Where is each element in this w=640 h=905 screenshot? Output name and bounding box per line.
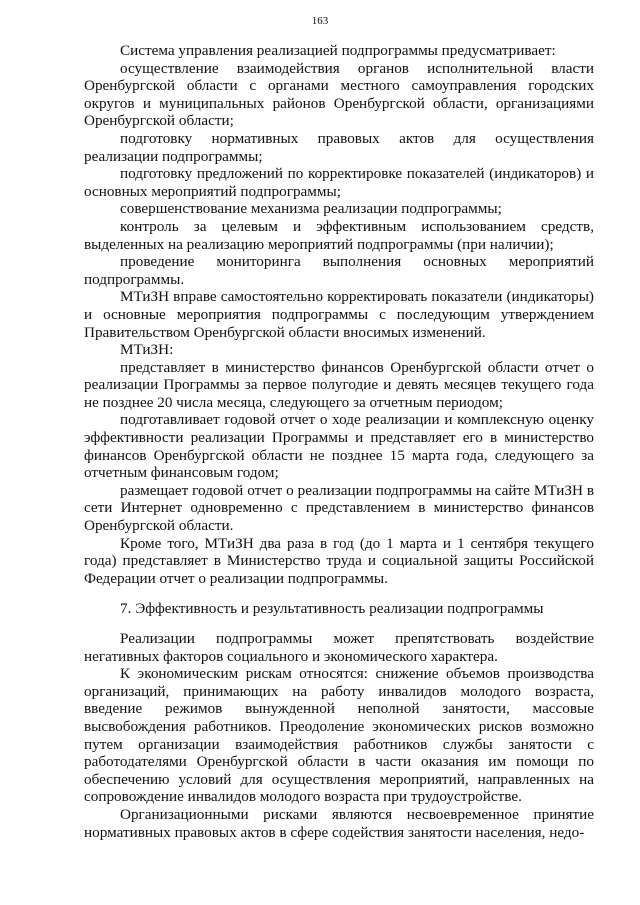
paragraph-list-item: подготавливает годовой отчет о ходе реализации и комплексную оценку эффективности реализации Программы и представляет его в министерство финансов Оренбургской области не позднее 15 марта года, следующего за отчетным финансовым годом; <box>84 411 594 482</box>
paragraph-list-item: осуществление взаимодействия органов исполнительной власти Оренбургской области с органами местного самоуправления городских округов и муниципальных районов Оренбургской области, организациями Оренбургской области; <box>84 59 594 130</box>
document-body <box>84 42 594 841</box>
paragraph-body: МТиЗН вправе самостоятельно корректировать показатели (индикаторы) и основные мероприятия подпрограммы с последующим утверждением Правительством Оренбургской области вносимых изменений. <box>84 288 594 341</box>
paragraph-list-item: проведение мониторинга выполнения основных мероприятий подпрограммы. <box>84 253 594 288</box>
paragraph-list-item: совершенствование механизма реализации подпрограммы; <box>120 200 502 218</box>
paragraph-list-item: размещает годовой отчет о реализации подпрограммы на сайте МТиЗН в сети Интернет одновременно с представлением в министерство финансов Оренбургской области. <box>84 481 594 535</box>
paragraph-list-item: подготовку предложений по корректировке показателей (индикаторов) и основных мероприятий подпрограммы; <box>84 165 594 200</box>
paragraph-subheading: МТиЗН: <box>120 341 174 359</box>
paragraph-body: Кроме того, МТиЗН два раза в год (до 1 марта и 1 сентября текущего года) представляет в Министерство труда и социальной защиты Российской Федерации отчет о реализации подпрограммы. <box>84 534 594 587</box>
paragraph-body: К экономическим рискам относятся: снижение объемов производства организаций, принимающих на работу инвалидов молодого возраста, введение режимов вынужденной неполной занятости, массовые высвобождения работников. Преодоление экономических рисков возможно путем организации взаимодействия работников службы занятости с работодателями Оренбургской области в части оказания им помощи по обеспечению условий для осуществления мероприятий, направленных на сопровождение инвалидов молодого возраста при трудоустройстве. <box>84 665 594 806</box>
paragraph-intro: Система управления реализацией подпрограммы предусматривает: <box>120 42 556 59</box>
paragraph-list-item: представляет в министерство финансов Оренбургской области отчет о реализации Программы за первое полугодие и девять месяцев текущего года не позднее 20 числа месяца, следующего за отчетным периодом; <box>84 358 594 411</box>
paragraph-body: Реализации подпрограммы может препятствовать воздействие негативных факторов социального и экономического характера. <box>84 630 594 665</box>
section-heading: 7. Эффективность и результативность реализации подпрограммы <box>120 600 544 618</box>
paragraph-list-item: подготовку нормативных правовых актов для осуществления реализации подпрограммы; <box>84 129 594 165</box>
paragraph-body: Организационными рисками являются несвоевременное принятие нормативных правовых актов в сфере содействия занятости населения, недо- <box>84 805 594 841</box>
page-number: 163 <box>311 15 329 27</box>
paragraph-list-item: контроль за целевым и эффективным использованием средств, выделенных на реализацию мероприятий подпрограммы (при наличии); <box>84 217 594 253</box>
